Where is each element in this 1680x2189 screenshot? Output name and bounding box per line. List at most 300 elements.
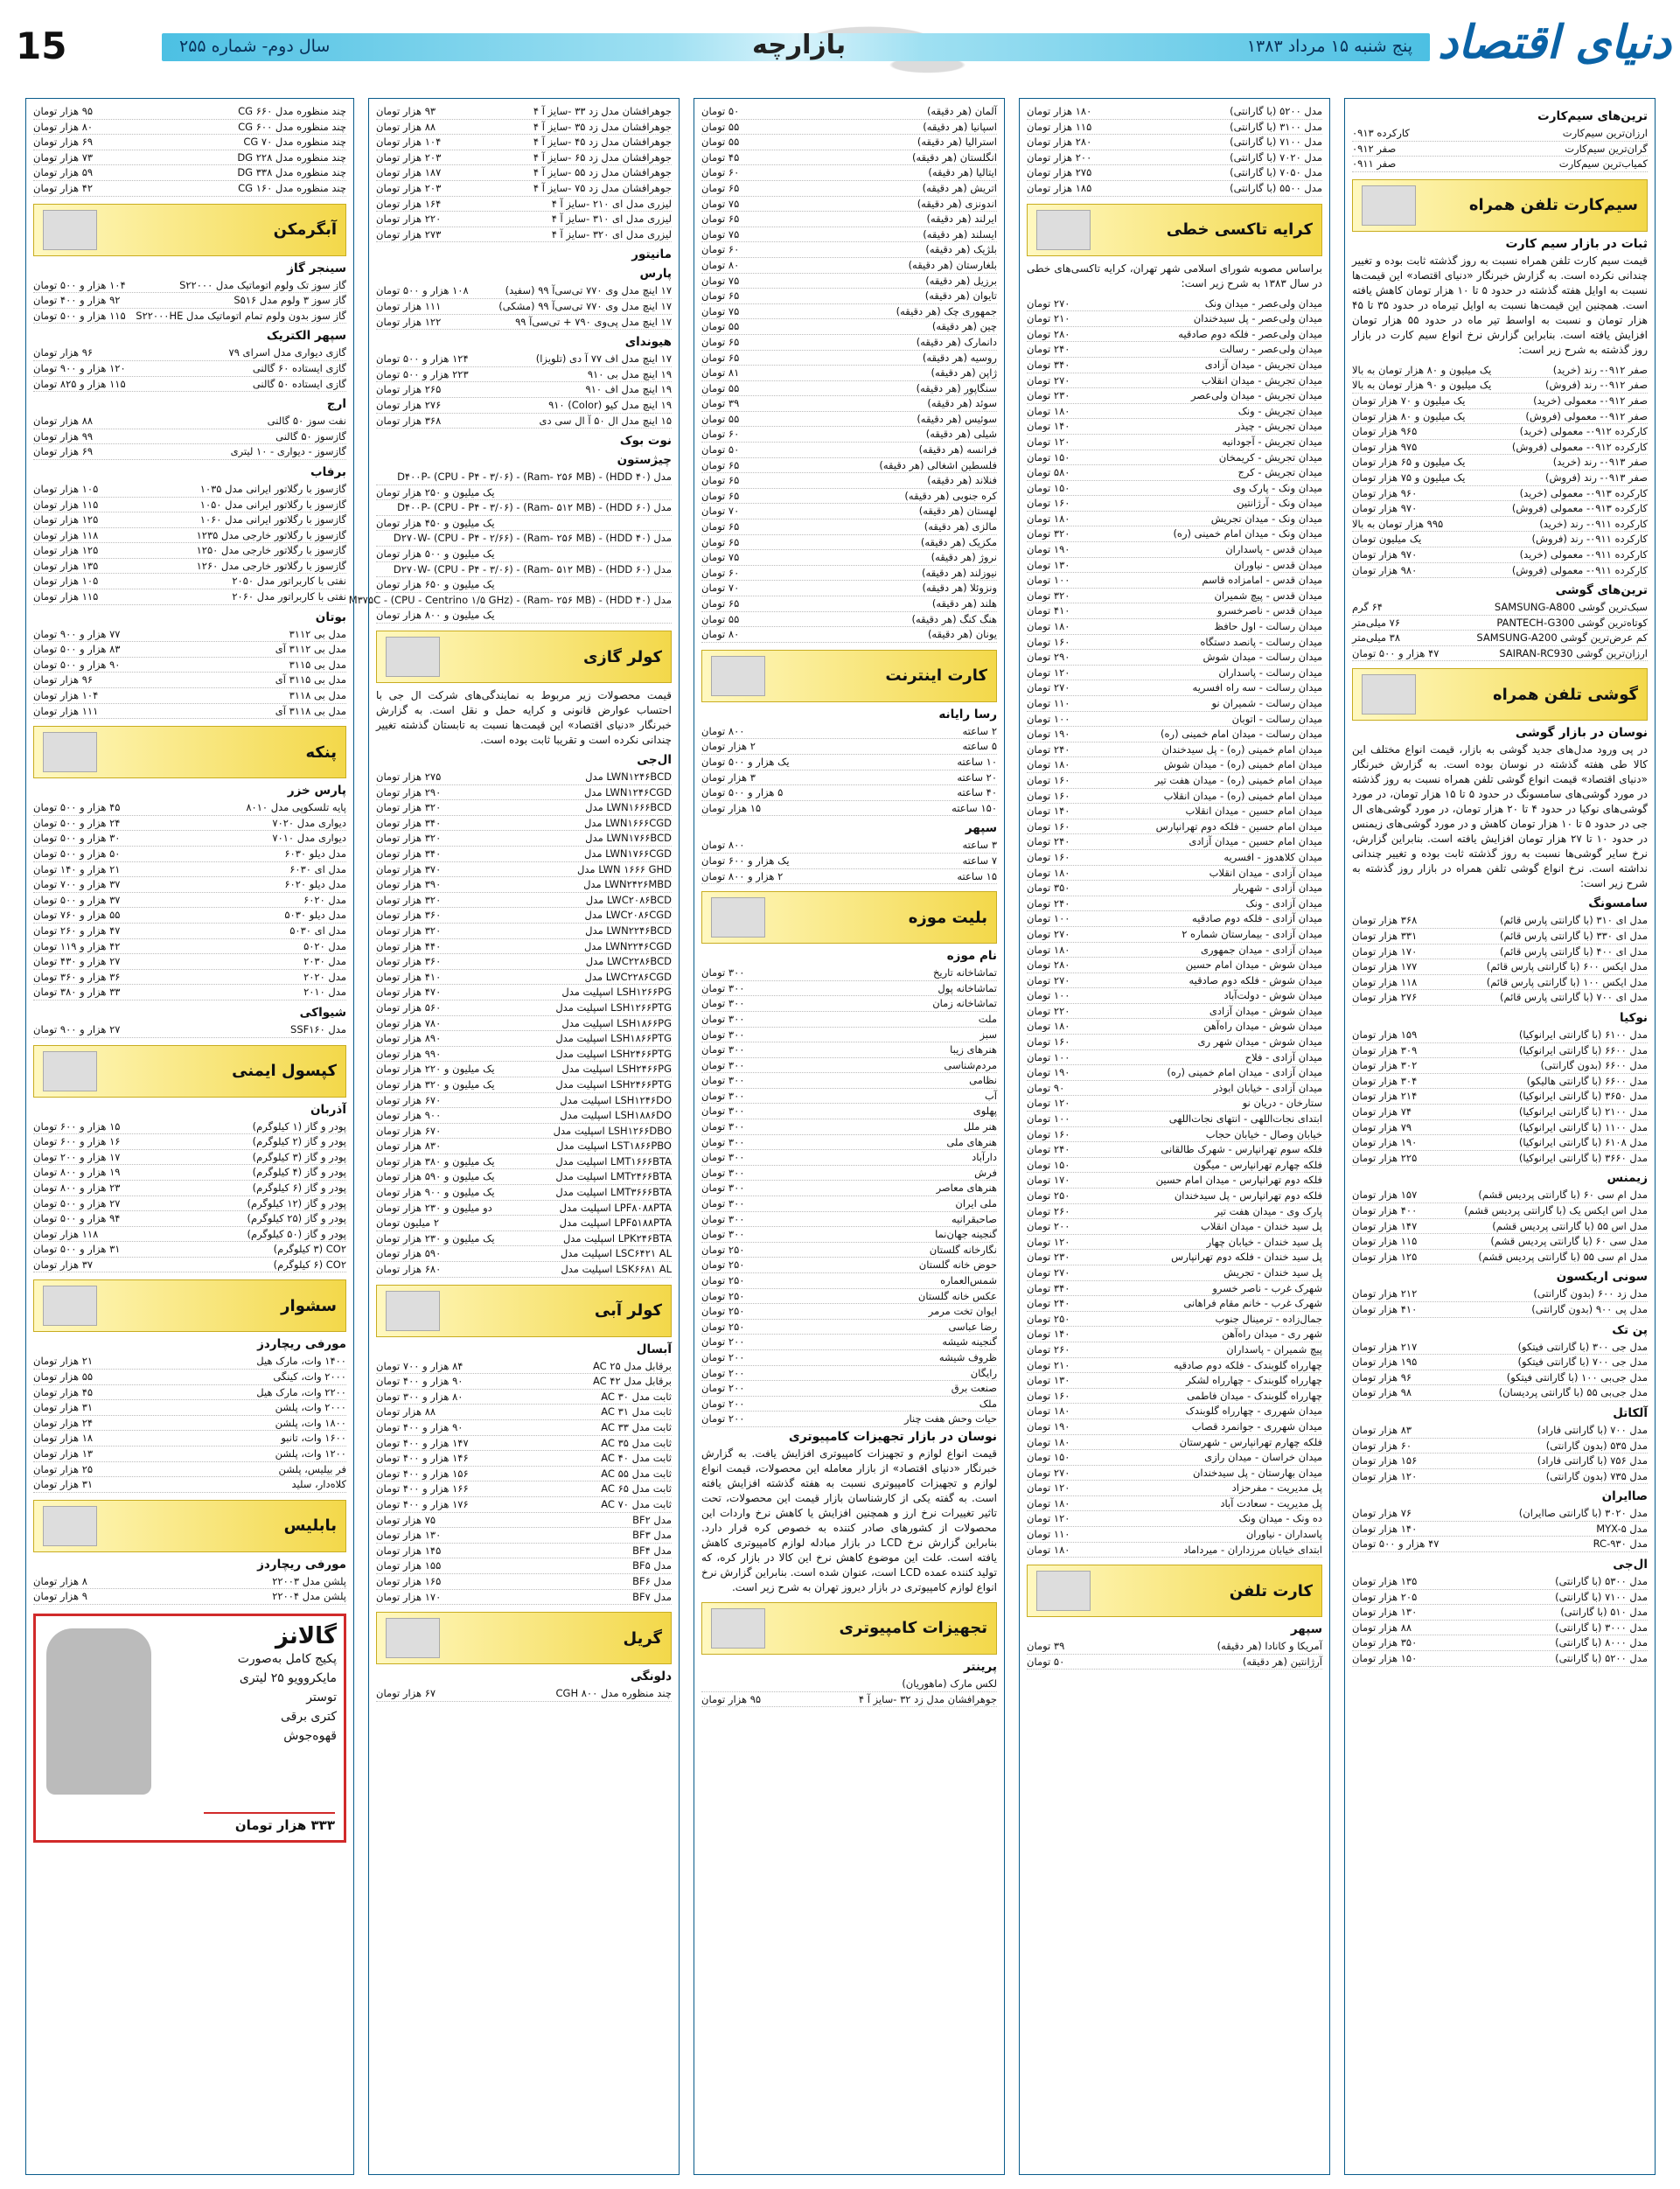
item-name: پلشن مدل ۲۲۰۰۴	[272, 1590, 346, 1603]
item-name: میدان شوش - میدان شهر ری	[1197, 1035, 1322, 1049]
price-row	[376, 197, 672, 213]
subheading: سامسونگ	[1588, 896, 1648, 911]
page-header	[0, 0, 1680, 94]
subheading: هیوندای	[624, 335, 672, 350]
item-name: مدل ۱۱۰۰ (با گارانتی ایرانوکیا)	[1518, 1120, 1648, 1133]
price-row	[33, 1242, 346, 1258]
item-name: میدان رسالت - میدان شوش	[1202, 651, 1322, 664]
item-name: ۳ ساعته	[962, 839, 997, 852]
item-price: ۱۹۰ هزار تومان	[1352, 1136, 1418, 1149]
item-price: ۳۰۰ تومان	[701, 1228, 745, 1241]
price-row	[376, 1154, 672, 1170]
price-row	[376, 1513, 672, 1529]
item-name: بلژیک (هر دقیقه)	[925, 243, 997, 256]
item-price: ۲۵۰ تومان	[1027, 1189, 1070, 1202]
item-name: اسپانیا (هر دقیقه)	[923, 120, 997, 133]
item-name: برقابل مدل AC ۲۵	[592, 1359, 672, 1372]
item-price: یک هزار و ۵۰۰ تومان	[701, 755, 790, 768]
item-price: ۶۷۰ هزار تومان	[376, 1093, 442, 1106]
price-row	[376, 1390, 672, 1405]
price-row	[33, 482, 346, 498]
item-price: ۹۰ هزار و ۵۰۰ تومان	[33, 658, 121, 671]
price-row	[376, 470, 672, 485]
item-price: ۱۰۰ تومان	[1027, 1112, 1070, 1126]
price-row	[1352, 440, 1648, 456]
item-name: سوئد (هر دقیقه)	[927, 397, 997, 410]
item-price: ۲۲۰ هزار تومان	[376, 213, 442, 226]
item-name: میدان تجریش - میدان ولی‌عصر	[1190, 389, 1322, 402]
item-price: ۳۶۰ هزار تومان	[376, 909, 442, 922]
price-row	[376, 1262, 672, 1278]
article-text	[1352, 726, 1648, 891]
subheading: ترین‌های سیم‌کارت	[1537, 109, 1648, 123]
price-row	[33, 847, 346, 862]
price-row	[33, 800, 346, 816]
item-price: یک میلیون و ۷۰ هزار تومان	[1352, 394, 1466, 407]
item-name: ۱۲۰۰ وات، پلشن	[275, 1447, 346, 1460]
price-row	[33, 970, 346, 986]
item-price: ۵۰ هزار و ۵۰۰ تومان	[33, 847, 121, 860]
subheading: ترین‌های گوشی	[1555, 583, 1648, 598]
item-name: مدل پی ۹۰۰ (بدون گارانتی)	[1531, 1302, 1648, 1315]
subheading: آبسال	[636, 1342, 672, 1356]
price-row	[376, 1558, 672, 1574]
article-body: قیمت سیم کارت تلفن همراه نسبت به روز گذشته ثابت بوده و تغییر چندانی نکرده است. به گزارش خبرنگار «دنیای اقتصاد» این قیمت‌ها نسبت به اوایل هفته گذشته در حدود ۵ تا ۱۰ هزار تومان کاهش یافته است. همچنین این قیمت‌ها نسبت به اوایل تیرماه در حدود ۳۵ تا ۴۵ هزار تومان و نسبت به اواسط تیر ماه در حدود ۵۵ هزار تومان افزایش یافته است. بنابراین گزارش نرخ انواع سیم کارت در بازار روز گذشته به شرح زیر است:	[1352, 254, 1649, 356]
price-row	[1027, 850, 1322, 866]
price-row	[1352, 363, 1648, 379]
item-name: ثابت مدل AC ۳۱	[601, 1405, 672, 1419]
item-name: مدل بی ۳۱۱۵ آی	[275, 673, 346, 687]
item-price: ۱۱۰ تومان	[1027, 1528, 1070, 1541]
price-row	[1027, 804, 1322, 819]
subheading: آلکاتل	[1613, 1405, 1648, 1420]
price-row	[33, 908, 346, 924]
price-row	[1027, 1250, 1322, 1265]
price-row	[33, 135, 346, 150]
item-price: ۲۴۰ تومان	[1027, 1297, 1070, 1310]
item-name: پل سید خندان - تجریش	[1223, 1265, 1322, 1279]
price-row	[33, 150, 346, 166]
item-price: ۶۰ تومان	[701, 243, 740, 256]
item-name: میدان آزادی - خیابان ابوذر	[1213, 1081, 1322, 1094]
item-price: ۱۶۰ تومان	[1027, 773, 1070, 786]
item-price: ۲۳۰ تومان	[1027, 1251, 1070, 1264]
item-price: ۳۴۰ تومان	[1027, 358, 1070, 371]
item-price: ۸۸ هزار تومان	[376, 120, 436, 133]
price-row	[1027, 773, 1322, 789]
price-row	[33, 1150, 346, 1166]
item-name: مدل ۳۰۰۰ (با گارانتی)	[1555, 1621, 1648, 1634]
item-name: مدل RC-۹۳۰	[1593, 1537, 1648, 1551]
price-row	[1027, 757, 1322, 773]
item-name: ۱۴۰۰ وات، مارک هیل	[256, 1355, 346, 1368]
subheading: پارس	[639, 267, 672, 282]
item-name: ملت	[978, 1012, 997, 1025]
item-price: ۲۰۰ تومان	[1027, 1220, 1070, 1233]
item-price: ۳۰۰ تومان	[701, 997, 745, 1010]
price-row	[33, 673, 346, 688]
item-price: ۹۹۰ هزار تومان	[376, 1047, 442, 1060]
item-price: ۸۸ هزار تومان	[33, 415, 94, 428]
price-row	[376, 485, 672, 501]
item-price: ۱۵۰ تومان	[1027, 1158, 1070, 1171]
price-row	[1352, 409, 1648, 425]
item-price: ۸۳ هزار تومان	[1352, 1423, 1412, 1436]
item-name: جوهرافشان مدل زد ۳۵ -سایز آ ۴	[533, 120, 672, 133]
price-row	[701, 1042, 997, 1058]
item-price: ۷۵ تومان	[701, 274, 740, 287]
item-name: مدل ای ۵۰۳۰	[289, 924, 346, 937]
price-row	[1352, 1250, 1648, 1265]
subheading: ارج	[326, 397, 346, 412]
price-row	[376, 1016, 672, 1032]
item-price: ۵ هزار و ۵۰۰ تومان	[701, 786, 784, 799]
item-price: ۲ هزار و ۸۰۰ تومان	[701, 869, 784, 882]
item-price: ۲۲۵ هزار تومان	[1352, 1151, 1418, 1164]
item-price: یک میلیون تومان	[1352, 533, 1422, 546]
item-price: ۱۳۵ هزار تومان	[33, 559, 99, 572]
price-row	[1352, 1074, 1648, 1090]
item-name: میدان شوش - فلکه دوم صادقیه	[1189, 973, 1322, 986]
item-name: سبز	[979, 1028, 997, 1041]
item-name: مدل ۵۲۰۰ (با گارانتی)	[1230, 105, 1322, 117]
price-row	[1352, 455, 1648, 471]
price-row	[33, 444, 346, 460]
item-price: ۱۰۴ هزار تومان	[33, 689, 99, 702]
price-row	[376, 800, 672, 816]
item-name: صفر ۰۹۱۳- رند (خرید)	[1552, 456, 1648, 469]
item-name: میدان رسالت - پاسداران	[1218, 666, 1322, 679]
item-price: یک میلیون و ۵۹۰ هزار تومان	[376, 1170, 495, 1183]
sim-card-title	[1352, 179, 1648, 232]
price-row	[376, 135, 672, 150]
item-name: چین (هر دقیقه)	[931, 320, 997, 333]
item-price: ۲۹۰ تومان	[1027, 651, 1070, 664]
price-row	[376, 862, 672, 878]
item-name: ثابت مدل AC ۵۵	[601, 1467, 672, 1480]
item-name: هلند (هر دقیقه)	[931, 597, 997, 610]
item-price: ۷۵ هزار تومان	[376, 1513, 436, 1526]
item-price	[701, 1677, 708, 1691]
item-name: LWN۱۲۴۶BCD مدل	[585, 770, 672, 784]
item-name: ثابت مدل AC ۳۳	[601, 1421, 672, 1433]
price-row	[33, 1354, 346, 1370]
item-name: شهر ری - میدان راه‌آهن	[1222, 1328, 1322, 1341]
price-row	[1352, 1151, 1648, 1167]
box-title-text: بلیت موزه	[908, 908, 987, 927]
price-row	[33, 1447, 346, 1462]
ad-line: مایکروویو ۲۵ لیتری	[239, 1671, 337, 1685]
subheading: دلونگی	[630, 1670, 672, 1684]
price-row	[701, 755, 997, 770]
item-price: ۶۵ تومان	[701, 474, 740, 487]
price-row	[33, 1385, 346, 1401]
price-row	[1027, 1173, 1322, 1189]
price-row	[1352, 501, 1648, 517]
item-name: مدل اس ایکس یک (با گارانتی پردیس قشم)	[1464, 1203, 1648, 1216]
item-name: مدل ۶۶۰۰ (بدون گارانتی)	[1540, 1059, 1648, 1072]
item-price: ۹۶ هزار تومان	[33, 346, 94, 359]
item-name: چند منظوره مدل CG ۱۶۰	[238, 181, 346, 194]
price-row	[1027, 1419, 1322, 1435]
item-name: ثابت مدل AC ۷۰	[601, 1497, 672, 1510]
item-price: یک هزار و ۶۰۰ تومان	[701, 854, 790, 867]
item-price: ۱۵۰ تومان	[1027, 1451, 1070, 1464]
item-name: تماشاخانه تاریخ	[932, 966, 997, 979]
price-row	[1027, 988, 1322, 1004]
price-row	[1352, 1621, 1648, 1636]
price-row	[1352, 1506, 1648, 1522]
hair-dryer-title	[33, 1279, 346, 1332]
box-photo	[43, 1051, 97, 1091]
item-name: نفتی با کاربراتور مدل ۲۰۵۰	[232, 575, 346, 588]
price-row	[33, 688, 346, 704]
item-price: ۲۴۰ تومان	[1027, 343, 1070, 356]
item-name: ۱۵ ساعته	[957, 869, 997, 882]
subheading: سپهر	[965, 821, 997, 836]
item-price: ۳۷ هزار و ۷۰۰ تومان	[33, 878, 121, 891]
item-name: مدل ۵۵۰۰ (با گارانتی)	[1230, 181, 1322, 194]
price-row	[701, 627, 997, 643]
price-row	[33, 658, 346, 673]
price-row	[1027, 1655, 1322, 1670]
price-row	[1027, 327, 1322, 343]
subheading: شیواکی	[299, 1005, 346, 1020]
item-name: مدل ۵۱۰ (با گارانتی)	[1560, 1606, 1648, 1619]
price-row	[701, 1058, 997, 1074]
price-row	[1352, 1423, 1648, 1439]
kettle-image	[46, 1628, 151, 1795]
item-price: ۶۹ هزار تومان	[33, 445, 94, 458]
box-photo	[386, 637, 440, 677]
item-price: ۱۱۵ هزار تومان	[33, 498, 99, 511]
price-row	[1027, 1296, 1322, 1312]
price-row	[1027, 1481, 1322, 1496]
price-row	[1027, 481, 1322, 497]
price-row	[701, 366, 997, 381]
price-row	[1352, 1340, 1648, 1356]
item-price: ۴۱۰ هزار تومان	[376, 970, 442, 983]
item-price: ۱۸۰ هزار تومان	[1027, 105, 1092, 117]
item-name: مدل دیلو ۶۰۲۰	[284, 878, 346, 891]
subheading: بوتان	[315, 610, 346, 624]
price-row	[33, 278, 346, 294]
item-price: ۶۵ تومان	[701, 351, 740, 364]
item-name: LWN۱۷۶۶BCD مدل	[585, 832, 672, 845]
issue-date: پنج شنبه ۱۵ مرداد ۱۳۸۳	[1246, 37, 1412, 56]
price-row	[1352, 1635, 1648, 1651]
price-row	[33, 543, 346, 559]
price-row	[1027, 1435, 1322, 1451]
price-row	[376, 516, 672, 532]
item-price: ۴۷ هزار و ۵۰۰ تومان	[1352, 646, 1440, 659]
item-name: فرانسه (هر دقیقه)	[918, 443, 997, 457]
price-row	[376, 1000, 672, 1016]
item-name: مدل ۵۲۰۰ (با گارانتی)	[1555, 1652, 1648, 1665]
item-price: ۶۷۰ هزار تومان	[376, 1124, 442, 1137]
subheading: ال‌جی	[637, 753, 672, 768]
price-row	[701, 981, 997, 997]
article-body: در پی ورود مدل‌های جدید گوشی به بازار، قیمت انواع مختلف این کالا طی هفته گذشته در نوسان بوده است. به گزارش خبرنگار «دنیای اقتصاد» قیمت انواع گوشی تلفن همراه نسبت به روز گذشته در مورد گوشی‌های سامسونگ در حدود ۵ تا ۱۵ هزار تومان، در مورد گوشی‌های نوکیا در حدود ۴ تا ۲۰ هزار تومان، در مورد گوشی‌های ال جی در حدود ۵ تا ۱۰ هزار تومان کاهش و در مورد گوشی‌های زیمنس در حدود ۱۰ تا ۲۷ هزار تومان افزایش یافته است. بنابراین گزارش، نرخ سایر گوشی‌ها نسبت به روز گذشته ثابت بوده و تغییر چندانی نداشته است. نرخ انواع گوشی تلفن همراه در بازار روز گذشته به شرح زیر است:	[1352, 743, 1649, 890]
price-row	[33, 1400, 346, 1416]
item-name: ثابت مدل AC ۶۵	[601, 1482, 672, 1495]
item-price: ۱۳۰ تومان	[1027, 558, 1070, 571]
item-name: لیزری مدل ای ۳۲۰ -سایز آ ۴	[551, 227, 672, 241]
item-name: میدان امام خمینی (ره) - میدان شوش	[1163, 758, 1322, 771]
price-row	[1027, 896, 1322, 912]
item-price: ۱۶۰ تومان	[1027, 1035, 1070, 1049]
price-row	[33, 512, 346, 528]
item-name: میدان رسالت - میدان امام خمینی (ره)	[1161, 728, 1322, 741]
item-price: یک میلیون و ۸۰۰ هزار تومان	[376, 609, 495, 622]
item-price: یک میلیون و ۲۲۰ هزار تومان	[376, 1063, 495, 1076]
item-name: ستارخان - دریان نو	[1242, 1097, 1322, 1110]
item-price: ۴۱۰ هزار تومان	[1352, 1302, 1418, 1315]
item-name: میدان شهرری - چهارراه گلوبندک	[1185, 1405, 1322, 1418]
price-row	[376, 283, 672, 299]
item-name: LMT۳۶۶۶BTA اسپلیت مدل	[555, 1186, 672, 1199]
item-price: ۳۰۰ تومان	[701, 1043, 745, 1056]
item-price: یک میلیون و ۳۸۰ هزار تومان	[376, 1154, 495, 1168]
item-name: ابتدای خیابان مرزداران - میرداماد	[1183, 1543, 1322, 1556]
item-price: ۲۷۰ تومان	[1027, 973, 1070, 986]
item-price: ۵۵ تومان	[701, 120, 740, 133]
item-name: ونزوئلا (هر دقیقه)	[922, 582, 997, 595]
box-photo	[43, 210, 97, 250]
price-row	[1027, 573, 1322, 589]
price-row	[1352, 1234, 1648, 1250]
item-price: ۵۰ تومان	[701, 105, 740, 117]
price-row	[1027, 589, 1322, 604]
item-name: مدل بی ۳۱۱۲	[289, 627, 346, 640]
item-price: ۲۶۵ هزار تومان	[376, 383, 442, 396]
item-price: ۳۰۰ تومان	[701, 1182, 745, 1195]
price-row	[1027, 1189, 1322, 1204]
item-name: مدل ۶۰۲۰	[303, 893, 346, 906]
item-name: مدل BF۲	[632, 1513, 672, 1526]
item-price: ۳۰۰ تومان	[701, 1166, 745, 1179]
price-row	[1027, 388, 1322, 404]
taxi-fare-title	[1027, 204, 1322, 256]
price-row	[376, 1590, 672, 1606]
price-row	[1352, 1574, 1648, 1590]
price-row	[701, 335, 997, 351]
price-row	[33, 642, 346, 658]
item-price: ۵۰ تومان	[1027, 1655, 1065, 1668]
item-price: ۱۰۵ هزار تومان	[33, 575, 99, 588]
item-name: صفر ۰۹۱۳- رند (فروش)	[1545, 471, 1648, 484]
box-title-text: تجهیزات کامپیوتری	[839, 1619, 987, 1638]
price-row	[701, 1028, 997, 1043]
price-row	[33, 862, 346, 878]
item-name: ارزان‌ترین سیم‌کارت	[1562, 127, 1648, 139]
price-row	[701, 1012, 997, 1028]
subheading: مورفی ریچاردز	[257, 1337, 346, 1352]
item-name: میدان آزادی - فلاح	[1244, 1050, 1322, 1063]
box-title-text: کرایه تاکسی خطی	[1166, 220, 1313, 240]
price-row	[701, 535, 997, 551]
item-price: ۲۰۰ تومان	[701, 1412, 745, 1426]
item-name: آب	[984, 1089, 997, 1102]
price-row	[33, 1134, 346, 1150]
item-price: ۴۵ تومان	[701, 150, 740, 164]
item-price: ۱۴۶ هزار و ۴۰۰ تومان	[376, 1452, 469, 1465]
item-name: LST۱۸۶۶PBO اسپلیت مدل	[556, 1140, 672, 1153]
item-name: پل سید خندان - خیابان چهار	[1206, 1235, 1322, 1248]
item-price: ۱۲۰ تومان	[1027, 435, 1070, 448]
item-name: مدل ۷۵۶ (با گارانتی فاراد)	[1537, 1454, 1648, 1467]
price-row	[1027, 120, 1322, 136]
price-row	[376, 1574, 672, 1590]
item-price: ۱۵۰ هزار تومان	[1352, 1652, 1418, 1665]
item-name: مدل بی ۳۱۱۲ آی	[275, 643, 346, 656]
price-row	[701, 1304, 997, 1320]
item-price: ۸۰ تومان	[701, 628, 740, 641]
price-row	[701, 550, 997, 566]
item-name: مدل بی ۳۱۱۸ آی	[275, 704, 346, 717]
price-row	[1027, 1466, 1322, 1481]
price-row	[1027, 342, 1322, 358]
item-name: LSH۱۲۴۶DO اسپلیت مدل	[560, 1093, 672, 1106]
item-name: اتریش (هر دقیقه)	[922, 181, 997, 194]
item-name: صفر ۰۹۱۲- معمولی (خرید)	[1533, 394, 1648, 407]
item-price: ۷۷ هزار و ۹۰۰ تومان	[33, 627, 121, 640]
price-row	[701, 1212, 997, 1228]
item-name: ابتدای نجات‌اللهی - انتهای نجات‌اللهی	[1168, 1112, 1322, 1126]
article-text	[376, 688, 672, 748]
item-price: ۳۵۰ تومان	[1027, 882, 1070, 895]
subheading: سونی اریکسون	[1556, 1270, 1648, 1285]
item-price: ۲۰۳ هزار تومان	[376, 181, 442, 194]
price-row	[1027, 1404, 1322, 1419]
item-price: ۱۶۴ هزار تومان	[376, 197, 442, 210]
price-row	[701, 1196, 997, 1212]
item-name: آرژانتین (هر دقیقه)	[1242, 1655, 1322, 1668]
item-name: نروژ (هر دقیقه)	[931, 551, 997, 564]
item-name: ایوان تخت مرمر	[928, 1305, 997, 1318]
price-row	[376, 1031, 672, 1047]
item-name: کارکرده ۰۹۱۱- رند (خرید)	[1539, 517, 1648, 530]
price-row	[1352, 1043, 1648, 1059]
item-name: LSH۲۴۶۶PG اسپلیت مدل	[561, 1063, 672, 1076]
item-name: ۱۹ اینچ مدل اف ۹۱۰	[585, 383, 672, 396]
price-row	[1352, 959, 1648, 975]
price-row	[701, 1166, 997, 1182]
price-row	[1027, 712, 1322, 728]
item-name: LSH۱۸۶۶PTG اسپلیت مدل	[555, 1032, 672, 1045]
box-title-text: کپسول ایمنی	[232, 1062, 337, 1081]
price-row	[1027, 727, 1322, 742]
price-row	[33, 377, 346, 393]
item-name: جوهرافشان مدل زد ۵۵ -سایز آ ۴	[533, 166, 672, 179]
item-price: ۲۵ هزار تومان	[33, 1462, 94, 1475]
price-row	[1352, 1605, 1648, 1621]
item-price: ۱۱۵ هزار و ۵۰۰ تومان	[33, 309, 126, 322]
item-name: جوهرافشان مدل زد ۴۵ -سایز آ ۴	[533, 136, 672, 149]
item-price: ۱۰۴ هزار تومان	[376, 136, 442, 149]
price-row	[1352, 1188, 1648, 1203]
item-price: ۲۷ هزار و ۵۰۰ تومان	[33, 1196, 121, 1210]
item-price: ۲۱۷ هزار تومان	[1352, 1340, 1418, 1353]
item-price: ۲۰۰ تومان	[701, 1366, 745, 1379]
item-name: میدان قدس - ناصرخسرو	[1216, 604, 1322, 617]
price-row	[376, 1124, 672, 1140]
item-price: ۷۸۰ هزار تومان	[376, 1016, 442, 1029]
item-name: ۲ ساعته	[962, 724, 997, 737]
item-price: ۲۷۵ هزار تومان	[1027, 166, 1092, 179]
price-row	[701, 838, 997, 854]
item-price: ۳۰۰ تومان	[701, 1105, 745, 1118]
